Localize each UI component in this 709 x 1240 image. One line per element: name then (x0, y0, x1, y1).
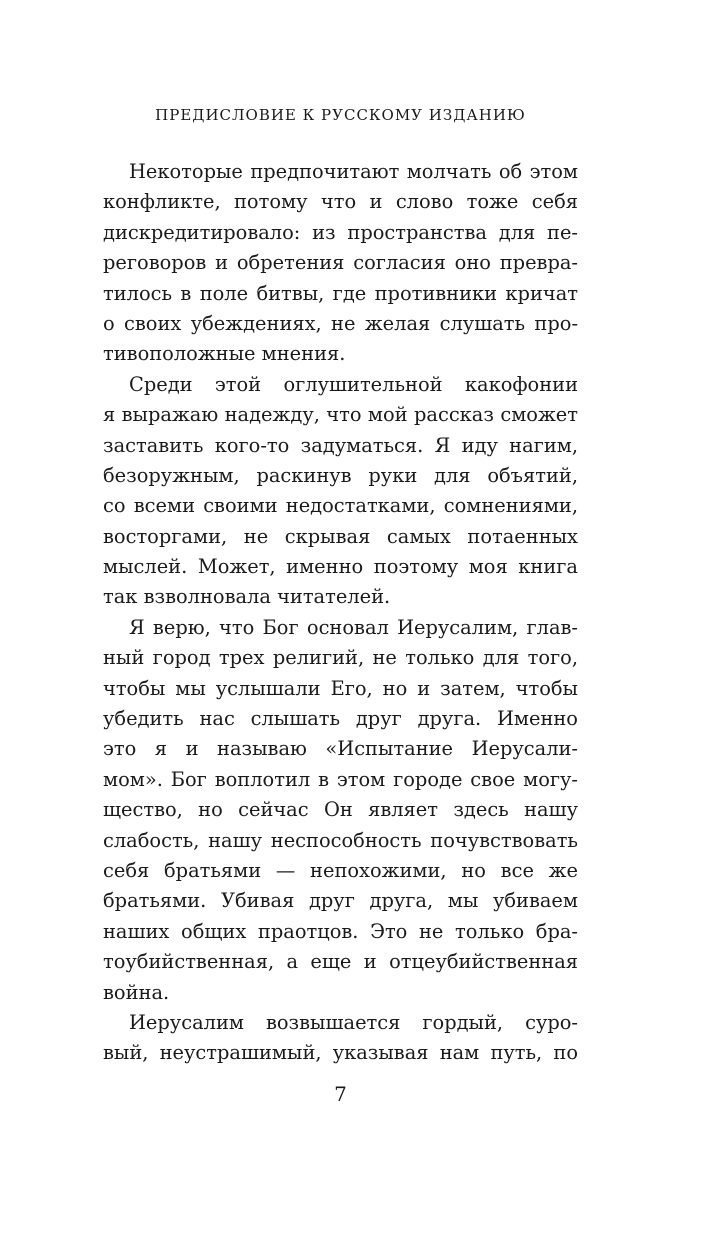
text-line: война. (103, 980, 170, 1004)
text-line: наших общих праотцов. Это не только бра- (103, 919, 578, 943)
text-line: так взволновала читателей. (103, 585, 391, 609)
text-line: Среди этой оглушительной какофонии (129, 372, 578, 396)
text-line: слабость, нашу неспособность почувствовать (103, 828, 578, 852)
text-line: убедить нас слышать друг друга. Именно (103, 707, 578, 731)
paragraph (103, 613, 578, 1008)
text-line: мыслей. Может, именно поэтому моя книга (103, 555, 578, 579)
text-line: восторгами, не скрывая самых потаенных (103, 524, 578, 548)
body-text (103, 157, 578, 1069)
text-line: чтобы мы услышали Его, но и затем, чтобы (103, 676, 578, 700)
text-line: Иерусалим возвышается гордый, суро- (129, 1010, 578, 1034)
text-line: заставить кого-то задуматься. Я иду нагим, (103, 433, 578, 457)
text-line: тилось в поле битвы, где противники кричат (103, 281, 578, 305)
text-line: дискредитировало: из пространства для пе- (103, 220, 578, 244)
text-line: тоубийственная, а еще и отцеубийственная (103, 950, 578, 974)
text-line: о своих убеждениях, не желая слушать про- (103, 311, 578, 335)
running-head: ПРЕДИСЛОВИЕ К РУССКОМУ ИЗДАНИЮ (155, 106, 526, 124)
text-line: вый, неустрашимый, указывая нам путь, по (103, 1041, 578, 1065)
text-line: реговоров и обретения согласия оно превра- (103, 251, 578, 275)
text-line: это я и называю «Испытание Иерусали- (103, 737, 578, 761)
text-line: я выражаю надежду, что мой рассказ сможет (103, 403, 578, 427)
book-page (103, 0, 578, 1240)
text-line: себя братьями — непохожими, но все же (103, 858, 578, 882)
text-line: братьями. Убивая друг друга, мы убиваем (103, 889, 578, 913)
text-line: ный город трех религий, не только для того, (103, 646, 578, 670)
paragraph (103, 1008, 578, 1069)
page-number: 7 (334, 1082, 347, 1106)
text-line: Некоторые предпочитают молчать об этом (129, 160, 578, 183)
text-line: Я верю, что Бог основал Иерусалим, глав- (129, 615, 578, 639)
text-line: безоружным, раскинув руки для объятий, (103, 463, 578, 487)
text-line: мом». Бог воплотил в этом городе свое могу- (103, 767, 578, 791)
paragraph (103, 370, 578, 613)
text-line: конфликте, потому что и слово тоже себя (103, 190, 578, 214)
text-line: щество, но сейчас Он являет здесь нашу (103, 798, 578, 822)
paragraph (103, 157, 578, 370)
text-line: со всеми своими недостатками, сомнениями, (103, 494, 578, 518)
text-line: тивоположные мнения. (103, 342, 346, 366)
